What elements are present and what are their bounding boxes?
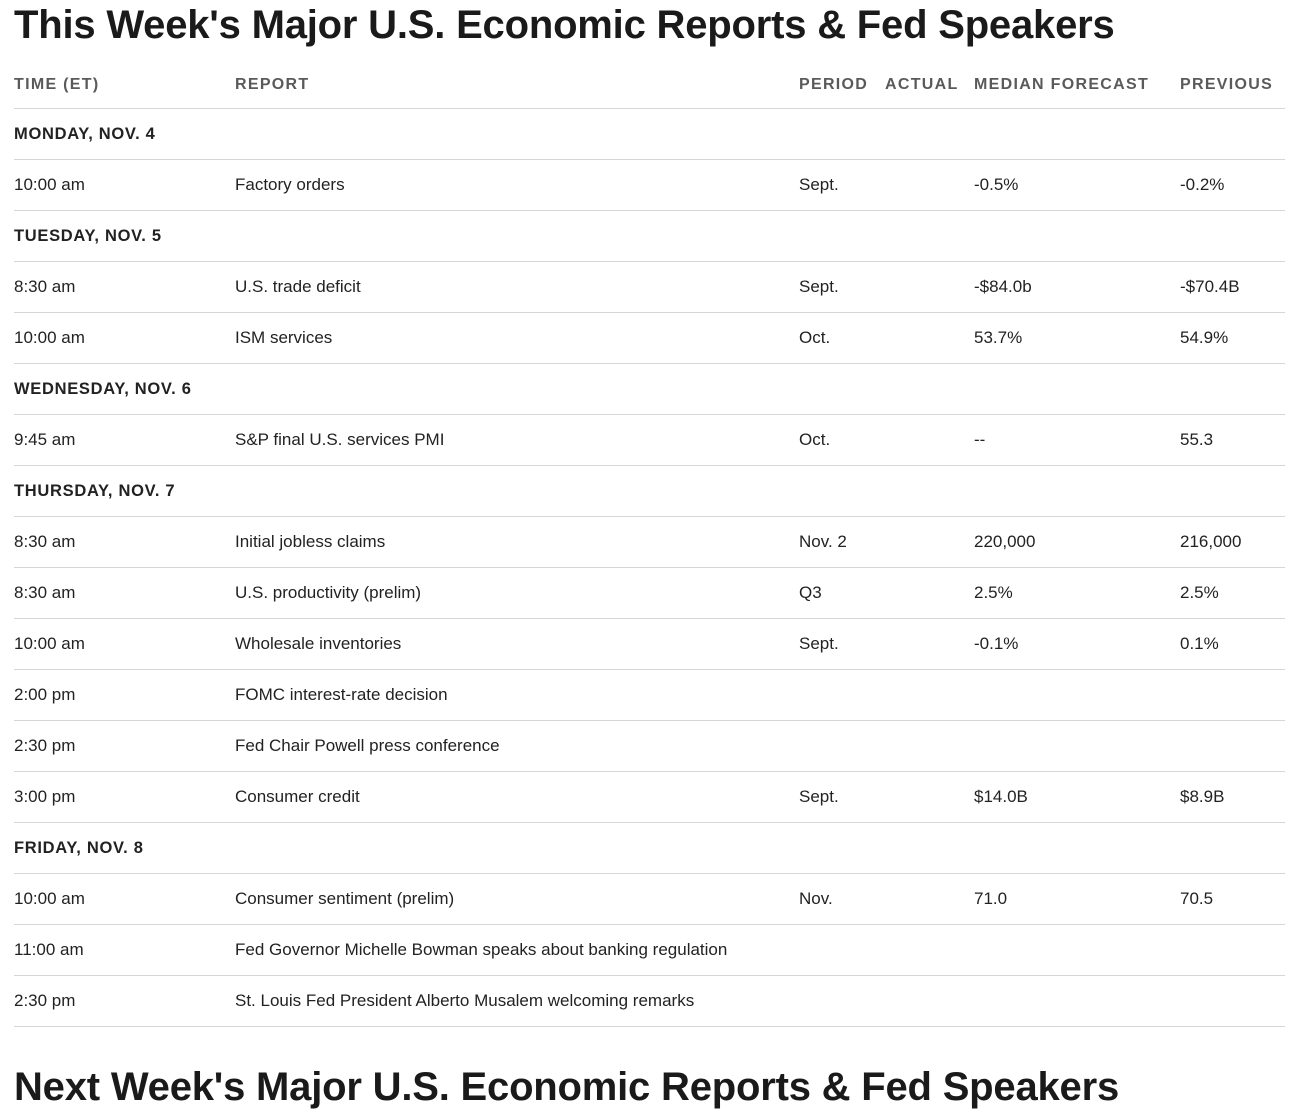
cell-previous: 54.9%: [1180, 313, 1285, 364]
table-row: [14, 925, 1285, 976]
day-header-row: [14, 109, 1285, 160]
table-row: [14, 160, 1285, 211]
cell-time: 11:00 am: [14, 925, 235, 976]
day-header-row: [14, 364, 1285, 415]
day-label: FRIDAY, NOV. 8: [14, 823, 1285, 874]
column-header-actual: ACTUAL: [885, 62, 974, 109]
cell-report: U.S. productivity (prelim): [235, 568, 799, 619]
cell-report: Fed Governor Michelle Bowman speaks about banking regulation: [235, 925, 799, 976]
cell-previous: -0.2%: [1180, 160, 1285, 211]
cell-previous: 216,000: [1180, 517, 1285, 568]
cell-report: Factory orders: [235, 160, 799, 211]
cell-actual: [885, 619, 974, 670]
cell-period: [799, 925, 885, 976]
cell-previous: [1180, 670, 1285, 721]
cell-time: 10:00 am: [14, 313, 235, 364]
cell-actual: [885, 721, 974, 772]
cell-previous: 70.5: [1180, 874, 1285, 925]
table-row: [14, 517, 1285, 568]
cell-report: St. Louis Fed President Alberto Musalem welcoming remarks: [235, 976, 799, 1027]
table-row: [14, 568, 1285, 619]
cell-forecast: -0.1%: [974, 619, 1180, 670]
cell-actual: [885, 670, 974, 721]
cell-previous: [1180, 925, 1285, 976]
cell-report: FOMC interest-rate decision: [235, 670, 799, 721]
table-row: [14, 313, 1285, 364]
cell-period: Oct.: [799, 313, 885, 364]
day-header-row: [14, 823, 1285, 874]
cell-time: 3:00 pm: [14, 772, 235, 823]
cell-actual: [885, 925, 974, 976]
table-row: [14, 262, 1285, 313]
cell-actual: [885, 976, 974, 1027]
day-label: MONDAY, NOV. 4: [14, 109, 1285, 160]
page-title: This Week's Major U.S. Economic Reports & Fed Speakers: [14, 3, 1115, 47]
cell-forecast: $14.0B: [974, 772, 1180, 823]
cell-time: 2:00 pm: [14, 670, 235, 721]
cell-forecast: -0.5%: [974, 160, 1180, 211]
column-header-time: TIME (ET): [14, 62, 235, 109]
cell-forecast: [974, 976, 1180, 1027]
cell-previous: [1180, 721, 1285, 772]
column-header-report: REPORT: [235, 62, 799, 109]
cell-actual: [885, 313, 974, 364]
cell-forecast: 2.5%: [974, 568, 1180, 619]
cell-period: Sept.: [799, 619, 885, 670]
cell-actual: [885, 568, 974, 619]
cell-time: 8:30 am: [14, 262, 235, 313]
cell-time: 8:30 am: [14, 568, 235, 619]
cell-time: 10:00 am: [14, 619, 235, 670]
cell-report: U.S. trade deficit: [235, 262, 799, 313]
cell-previous: 55.3: [1180, 415, 1285, 466]
column-header-median-forecast: MEDIAN FORECAST: [974, 62, 1180, 109]
cell-period: [799, 721, 885, 772]
cell-actual: [885, 160, 974, 211]
cell-report: Fed Chair Powell press conference: [235, 721, 799, 772]
cell-report: Consumer sentiment (prelim): [235, 874, 799, 925]
table-row: [14, 619, 1285, 670]
cell-previous: 2.5%: [1180, 568, 1285, 619]
header-row: [14, 62, 1285, 109]
table-row: [14, 772, 1285, 823]
cell-report: Wholesale inventories: [235, 619, 799, 670]
cell-forecast: --: [974, 415, 1180, 466]
column-header-period: PERIOD: [799, 62, 885, 109]
day-header-row: [14, 466, 1285, 517]
cell-forecast: 71.0: [974, 874, 1180, 925]
economic-calendar-table: [14, 62, 1285, 1027]
cell-period: Sept.: [799, 160, 885, 211]
day-label: THURSDAY, NOV. 7: [14, 466, 1285, 517]
cell-forecast: -$84.0b: [974, 262, 1180, 313]
cell-actual: [885, 874, 974, 925]
next-week-title: Next Week's Major U.S. Economic Reports & Fed Speakers: [14, 1065, 1120, 1109]
cell-actual: [885, 517, 974, 568]
table-row: [14, 670, 1285, 721]
cell-previous: [1180, 976, 1285, 1027]
cell-actual: [885, 772, 974, 823]
table-row: [14, 721, 1285, 772]
day-label: TUESDAY, NOV. 5: [14, 211, 1285, 262]
table-row: [14, 976, 1285, 1027]
cell-time: 9:45 am: [14, 415, 235, 466]
cell-time: 10:00 am: [14, 160, 235, 211]
column-header-previous: PREVIOUS: [1180, 62, 1285, 109]
cell-period: Sept.: [799, 262, 885, 313]
day-label: WEDNESDAY, NOV. 6: [14, 364, 1285, 415]
cell-period: [799, 976, 885, 1027]
cell-forecast: [974, 670, 1180, 721]
cell-previous: -$70.4B: [1180, 262, 1285, 313]
cell-actual: [885, 415, 974, 466]
cell-period: Oct.: [799, 415, 885, 466]
cell-time: 10:00 am: [14, 874, 235, 925]
cell-previous: 0.1%: [1180, 619, 1285, 670]
day-header-row: [14, 211, 1285, 262]
table-row: [14, 874, 1285, 925]
cell-forecast: [974, 925, 1180, 976]
cell-time: 8:30 am: [14, 517, 235, 568]
calendar-body: [14, 109, 1285, 1027]
cell-time: 2:30 pm: [14, 721, 235, 772]
cell-report: S&P final U.S. services PMI: [235, 415, 799, 466]
cell-time: 2:30 pm: [14, 976, 235, 1027]
cell-period: Sept.: [799, 772, 885, 823]
cell-previous: $8.9B: [1180, 772, 1285, 823]
cell-report: Consumer credit: [235, 772, 799, 823]
cell-actual: [885, 262, 974, 313]
cell-report: Initial jobless claims: [235, 517, 799, 568]
cell-forecast: 220,000: [974, 517, 1180, 568]
cell-forecast: 53.7%: [974, 313, 1180, 364]
cell-period: [799, 670, 885, 721]
table-row: [14, 415, 1285, 466]
cell-forecast: [974, 721, 1180, 772]
cell-period: Nov. 2: [799, 517, 885, 568]
cell-period: Nov.: [799, 874, 885, 925]
cell-period: Q3: [799, 568, 885, 619]
cell-report: ISM services: [235, 313, 799, 364]
